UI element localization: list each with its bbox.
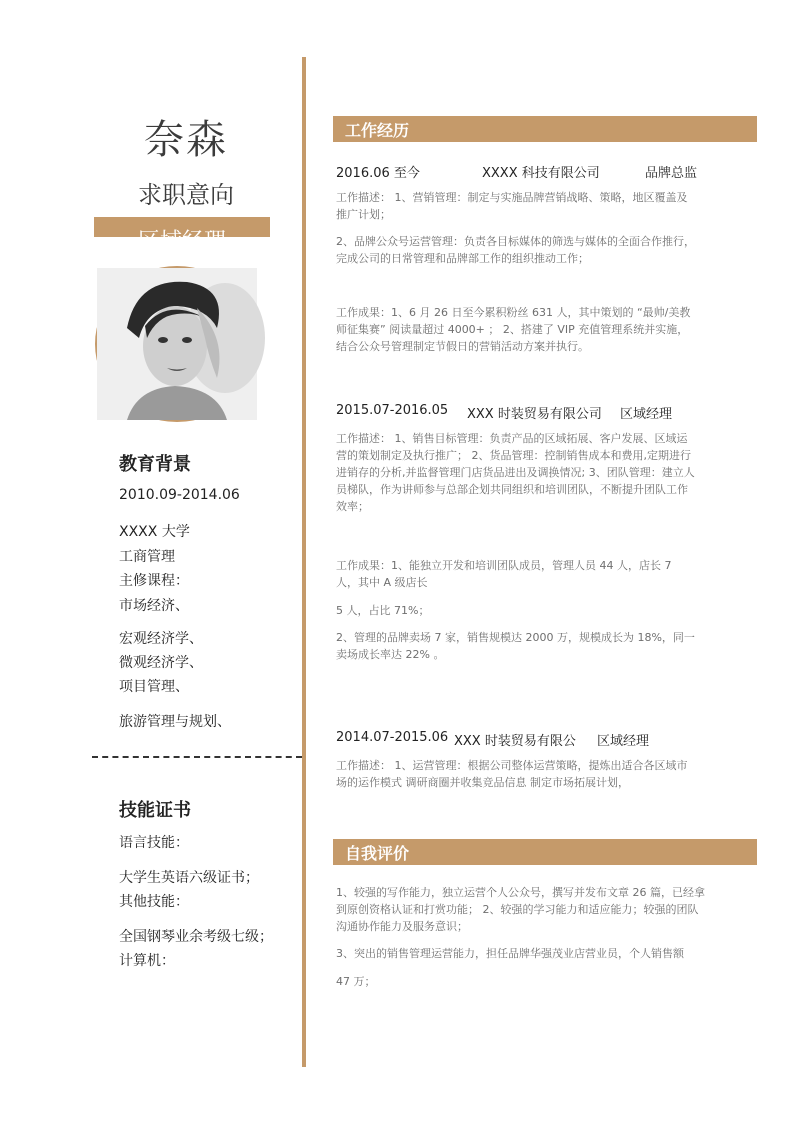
profile-photo xyxy=(95,266,259,422)
job-role: 区域经理 xyxy=(597,734,650,749)
education-course: 微观经济学、 xyxy=(119,655,203,671)
intent-title: 求职意向 xyxy=(138,181,234,209)
job-role: 品牌总监 xyxy=(645,166,698,181)
candidate-name: 奈森 xyxy=(144,117,228,163)
intent-position: 区域经理 xyxy=(137,229,226,254)
education-course: 宏观经济学、 xyxy=(119,631,203,647)
job-description: 工作描述： 1、营销管理：制定与实施品牌营销战略、策略，地区覆盖及推广计划； xyxy=(336,191,688,221)
self-eval-item: 3、突出的销售管理运营能力，担任品牌华强茂业店营业员，个人销售额 xyxy=(336,947,684,960)
self-eval-heading-bar xyxy=(333,839,757,865)
work-heading-bar xyxy=(333,116,757,142)
job-company: XXX 时装贸易有限公司 xyxy=(467,407,602,422)
education-course: 旅游管理与规划、 xyxy=(119,714,231,730)
education-course: 项目管理、 xyxy=(119,679,189,695)
job-results: 2、管理的品牌卖场 7 家，销售规模达 2000 万，规模成长为 18%，同一卖场成长率达 22% 。 xyxy=(336,631,695,661)
job-company: XXX 时装贸易有限公 xyxy=(454,734,576,749)
job-results: 工作成果：1、能独立开发和培训团队成员，管理人员 44 人，店长 7 人，其中 A 级店长 xyxy=(336,559,672,589)
job-results: 工作成果：1、6 月 26 日至今累积粉丝 631 人，其中策划的 “最帅/美教师征集赛” 阅读量超过 4000+ ； 2、搭建了 VIP 充值管理系统并实施，结合公众号管理制定节假日的营销活动方案并执行。 xyxy=(336,306,691,353)
job-company: XXXX 科技有限公司 xyxy=(482,166,600,181)
intent-position-bar xyxy=(94,217,270,254)
skill-item: 全国钢琴业余考级七级； xyxy=(119,929,273,945)
education-course: 市场经济、 xyxy=(119,598,189,614)
self-eval-heading: 自我评价 xyxy=(345,844,410,863)
job-role: 区域经理 xyxy=(620,407,673,422)
section-divider xyxy=(92,756,302,758)
education-courses-label: 主修课程： xyxy=(119,573,189,589)
job-description: 工作描述： 1、销售目标管理：负责产品的区域拓展、客户发展、区域运营的策划制定及执行推广； 2、货品管理：控制销售成本和费用,定期进行进销存的分析,并监督管理门店货品进出及调换情况; 3、团队管理：建立人员梯队，作为讲师参与总部企划共同组织和培训团队，不断提升团队工作效率； xyxy=(336,432,695,513)
self-eval-item: 47 万； xyxy=(336,975,376,988)
job-period: 2014.07-2015.06 xyxy=(336,730,449,745)
job-period: 2015.07-2016.05 xyxy=(336,403,449,418)
job-description: 工作描述： 1、运营管理：根据公司整体运营策略，提炼出适合各区域市场的运作模式 调研商圈并收集竞品信息 制定市场拓展计划， xyxy=(336,759,688,789)
work-heading: 工作经历 xyxy=(345,121,410,140)
portrait-illustration xyxy=(97,268,257,420)
education-heading: 教育背景 xyxy=(119,454,191,475)
skill-item: 语言技能： xyxy=(119,835,189,851)
skills-heading: 技能证书 xyxy=(119,800,191,821)
skill-item: 大学生英语六级证书； xyxy=(119,870,259,886)
self-eval-item: 1、较强的写作能力，独立运营个人公众号，撰写并发布文章 26 篇，已经拿到原创资格认证和打赏功能； 2、较强的学习能力和适应能力；较强的团队沟通协作能力及服务意识； xyxy=(336,886,705,933)
education-school: XXXX 大学 xyxy=(119,524,190,540)
skill-item: 计算机： xyxy=(119,953,175,969)
job-period: 2016.06 至今 xyxy=(336,166,420,181)
education-major: 工商管理 xyxy=(119,549,175,565)
job-description: 2、品牌公众号运营管理：负责各目标媒体的筛选与媒体的全面合作推行，完成公司的日常管理和品牌部工作的组织推动工作； xyxy=(336,235,695,265)
job-results: 5 人，占比 71%； xyxy=(336,604,430,617)
skill-item: 其他技能： xyxy=(119,894,189,910)
education-period: 2010.09-2014.06 xyxy=(119,487,240,503)
